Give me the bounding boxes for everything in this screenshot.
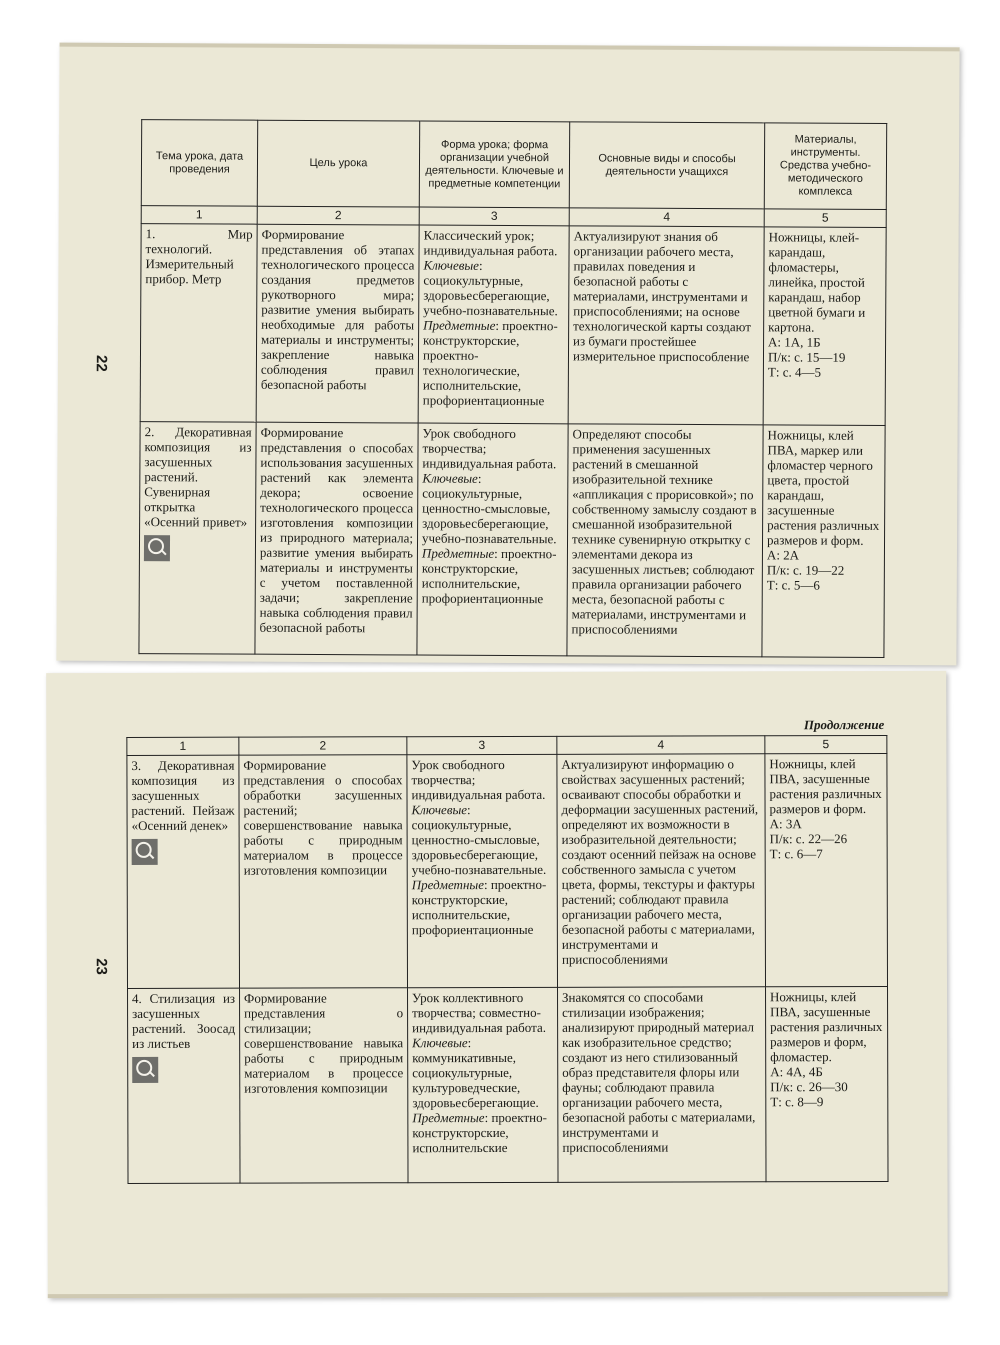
materials-ref-pk: П/к: с. 22—26 [769, 831, 848, 847]
lesson-topic: 3. Декоративная композиция из засушенных растений. Пейзаж «Осенний денек» [131, 757, 235, 833]
lesson-activities: Актуализируют информацию о свойствах засушенных растений; осваивают способы обработки и деформации засушенных растений, определяют их возможности в изобразительной деятельности; создают осенний пейзаж на основе собственного замысла с учетом цвета, формы, текстуры и фактуры растений; соблюдают правила организации рабочего места, безопасной работы с материалами, инструментами и приспособлениями [557, 754, 766, 988]
page-edge [48, 1292, 948, 1298]
lesson-activities: Знакомятся со способами стилизации изображения; анализируют природный материал как изобразительное средство; создают из него стилизованный образ представителя флоры или фауны; соблюдают правила организации рабочего места, безопасной работы с материалами, инструментами и приспособлениями [558, 987, 767, 1183]
subject-text: : проектно-конструкторские, исполнительские, профориентационные [421, 545, 557, 607]
subject-text: : проектно-конструкторские, исполнительские [412, 1109, 547, 1156]
key-competences [423, 258, 564, 319]
page-edge [60, 43, 960, 52]
subject-label: Предметные [421, 545, 495, 561]
magnifier-icon [132, 839, 158, 865]
materials-list: Ножницы, клей ПВА, засушенные растения различных размеров и форм, фломастер. [770, 989, 883, 1065]
form-main: Классический урок; индивидуальная работа. [423, 227, 558, 259]
subject-competences [412, 1110, 553, 1155]
form-main: Урок свободного творчества; индивидуальная работа. [411, 756, 546, 803]
key-text: : социокультурные, ценностно-смысловые, здоровьесберегающие, учебно-познавательные. [421, 470, 557, 547]
column-number: 4 [569, 208, 764, 227]
form-main: Урок коллективного творчества; совместно-индивидуальная работа. [412, 989, 546, 1036]
lesson-topic-cell [128, 988, 241, 1183]
header-topic: Тема урока, дата проведения [141, 120, 257, 207]
key-competences [422, 471, 563, 547]
column-number: 4 [557, 736, 765, 755]
subject-competences [412, 877, 553, 937]
lesson-goal: Формирование представления о стилизации; совершенствование навыка работы с природным материалом в процессе изготовления композиции [240, 988, 409, 1183]
header-activities: Основные виды и способы деятельности учащихся [569, 122, 764, 209]
book-page-22 [56, 43, 959, 666]
materials-list: Ножницы, клей ПВА, маркер или фломастер черного цвета, простой карандаш, засушенные растения различных размеров и форм. [766, 427, 880, 548]
subject-text: : проектно-конструкторские, проектно-технологические, исполнительские, профориентационные [422, 317, 558, 409]
materials-ref-t: Т: с. 6—7 [769, 846, 823, 862]
lesson-form [408, 987, 559, 1182]
column-number: 1 [141, 206, 257, 225]
lesson-activities: Определяют способы применения засушенных растений в смешанной изобразительной технике «аппликация с прорисовкой»; по собственному замыслу создают в смешанной изобразительной технике сувенирную открытку с элементами декора из засушенных листьев; соблюдают правила организации рабочего места, безопасной работы с материалами, инструментами и приспособлениями [567, 424, 763, 657]
materials-ref-a: А: 2А [766, 547, 800, 563]
column-number-row [127, 735, 887, 755]
key-competences [412, 1035, 553, 1110]
continuation-label: Продолжение [803, 716, 885, 733]
column-number: 3 [407, 736, 557, 754]
subject-label: Предметные [423, 317, 496, 333]
page-number: 22 [92, 354, 110, 372]
column-number: 5 [764, 209, 886, 228]
materials-ref-a: А: 3А [769, 816, 802, 832]
table-row [127, 753, 888, 988]
materials-list: Ножницы, клей-карандаш, фломастеры, линейка, простой карандаш, набор цветной бумаги и картона. [768, 229, 866, 335]
lesson-plan-table-continued [126, 735, 888, 1184]
materials-ref-pk: П/к: с. 26—30 [770, 1079, 848, 1095]
key-label: Ключевые [422, 470, 478, 486]
key-label: Ключевые [412, 1035, 468, 1051]
column-number: 1 [127, 737, 239, 755]
table-row [140, 224, 886, 426]
page-number: 23 [92, 958, 110, 975]
key-label: Ключевые [423, 257, 480, 273]
column-number: 2 [239, 737, 407, 755]
key-label: Ключевые [411, 802, 468, 818]
materials-ref-pk: П/к: с. 19—22 [766, 562, 845, 578]
header-form: Форма урока; форма организации учебной деятельности. Ключевые и предметные компетенции [419, 121, 569, 208]
lesson-plan-table [138, 119, 887, 658]
materials-ref-pk: П/к: с. 15—19 [767, 349, 846, 365]
materials-ref-t: Т: с. 8—9 [770, 1094, 824, 1110]
materials-list: Ножницы, клей ПВА, засушенные растения различных размеров и форм. [769, 756, 882, 817]
key-text: : социокультурные, здоровьесберегающие, учебно-познавательные. [423, 257, 558, 319]
lesson-activities: Актуализируют знания об организации рабочего места, правилах поведения и безопасной работы с материалами, инструментами и приспособлениями; на основе технологической карты создают из бумаги простейшее измерительное приспособление [568, 226, 764, 425]
column-number: 3 [419, 207, 569, 226]
header-row [141, 120, 886, 210]
lesson-topic: 1. Мир технологий. Измерительный прибор. Метр [140, 224, 257, 423]
lesson-goal: Формирование представления об этапах технологического процесса создания предметов рукотворного мира; развитие умения выбирать необходимые для работы материалы и инструменты; закрепление навыка соблюдения правил безопасной работы [256, 224, 419, 423]
magnifier-icon [144, 535, 170, 561]
lesson-materials [763, 227, 886, 426]
header-materials: Материалы, инструменты. Средства учебно-методического комплекса [764, 123, 886, 210]
subject-label: Предметные [411, 877, 484, 893]
key-competences [412, 802, 553, 877]
materials-ref-a: А: 1А, 1Б [768, 334, 821, 350]
subject-label: Предметные [412, 1110, 485, 1126]
materials-ref-t: Т: с. 4—5 [767, 364, 822, 380]
lesson-materials [762, 425, 885, 658]
lesson-form [417, 423, 568, 656]
lesson-topic: 4. Стилизация из засушенных растений. Зоосад из листьев [132, 990, 236, 1051]
key-text: : социокультурные, ценностно-смысловые, здоровьесберегающие, учебно-познавательные. [411, 802, 547, 878]
lesson-topic-cell [127, 755, 240, 988]
book-page-23 [46, 671, 948, 1298]
lesson-goal: Формирование представления о способах использования засушенных растений как элемента декора; освоение технологического процесса изготовления композиции из природного материала; развитие умения выбирать материалы и инструменты с учетом поставленной задачи; закрепление навыка соблюдения правил безопасной работы [255, 422, 418, 655]
materials-ref-t: Т: с. 5—6 [766, 577, 820, 593]
lesson-materials [766, 986, 889, 1181]
materials-ref-a: А: 4А, 4Б [770, 1064, 823, 1080]
lesson-form [407, 754, 558, 987]
lesson-topic: 2. Декоративная композиция из засушенных растений. Сувенирная открытка «Осенний привет» [144, 424, 252, 530]
lesson-topic-cell [139, 422, 256, 655]
key-text: : коммуникативные, социокультурные, культуроведческие, здоровьесберегающие. [412, 1035, 539, 1111]
column-number: 2 [257, 206, 419, 225]
table-row [128, 986, 889, 1183]
subject-text: : проектно-конструкторские, исполнительские, профориентационные [411, 876, 547, 938]
subject-competences [422, 546, 563, 607]
header-goal: Цель урока [257, 120, 419, 207]
lesson-form [418, 225, 569, 424]
form-main: Урок свободного творчества; индивидуальная работа. [422, 425, 557, 472]
lesson-goal: Формирование представления о способах обработки засушенных растений; совершенствование навыка работы с природным материалом в процессе изготовления композиции [239, 755, 408, 988]
subject-competences [423, 318, 564, 409]
column-number: 5 [765, 735, 887, 753]
lesson-materials [765, 753, 888, 986]
table-row [139, 422, 885, 658]
magnifier-icon [132, 1057, 158, 1083]
